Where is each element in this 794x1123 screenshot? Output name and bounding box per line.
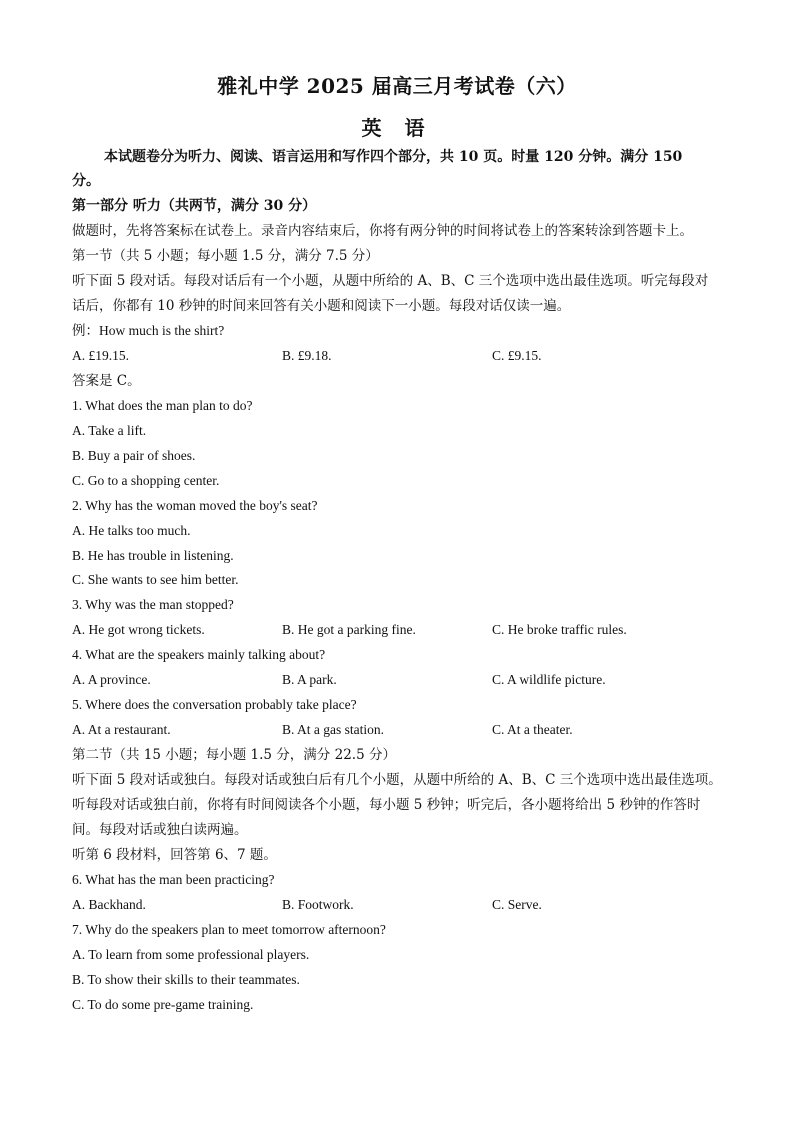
q4-options (72, 671, 772, 689)
section1-instruction-1: 听下面 5 段对话。每段对话后有一个小题，从题中所给的 A、B、C 三个选项中选出最佳选项。听完每段对 (72, 273, 709, 289)
section1-instruction-2: 话后，你都有 10 秒钟的时间来回答有关小题和阅读下一小题。每段对话仅读一遍。 (72, 298, 571, 314)
q1-option-a: A. Take a lift. (72, 423, 147, 438)
example-question: 例：How much is the shirt? (72, 323, 225, 338)
question-4: 4. What are the speakers mainly talking about? (72, 647, 326, 662)
option-c: C. £9.15. (492, 348, 542, 363)
q6-options (72, 896, 772, 914)
question-1: 1. What does the man plan to do? (72, 398, 253, 413)
section2-instruction-2: 听每段对话或独白前，你将有时间阅读各个小题，每小题 5 秒钟；听完后，各小题将给出 5 秒钟的作答时 (72, 797, 701, 813)
q2-option-c: C. She wants to see him better. (72, 572, 239, 587)
option-a: A. £19.15. (72, 348, 129, 363)
question-6: 6. What has the man been practicing? (72, 872, 275, 887)
material-6-heading: 听第 6 段材料，回答第 6、7 题。 (72, 847, 277, 863)
option-a: A. Backhand. (72, 897, 146, 912)
option-c: C. A wildlife picture. (492, 672, 606, 687)
option-a: A. He got wrong tickets. (72, 622, 205, 637)
q7-option-a: A. To learn from some professional players. (72, 947, 310, 962)
option-c: C. He broke traffic rules. (492, 622, 627, 637)
option-b: B. At a gas station. (282, 722, 384, 737)
subject-title: 英 语 (361, 116, 433, 140)
q7-option-b: B. To show their skills to their teammates. (72, 972, 300, 987)
q2-option-b: B. He has trouble in listening. (72, 548, 234, 563)
option-c: C. Serve. (492, 897, 542, 912)
option-b: B. A park. (282, 672, 337, 687)
option-b: B. Footwork. (282, 897, 354, 912)
section1-heading: 第一节（共 5 小题；每小题 1.5 分，满分 7.5 分） (72, 248, 379, 264)
section2-instruction-1: 听下面 5 段对话或独白。每段对话或独白后有几个小题，从题中所给的 A、B、C 三个选项中选出最佳选项。 (72, 772, 722, 788)
section2-heading: 第二节（共 15 小题；每小题 1.5 分，满分 22.5 分） (72, 747, 396, 763)
exam-title: 雅礼中学 2025 届高三月考试卷（六） (217, 74, 577, 98)
q2-option-a: A. He talks too much. (72, 523, 191, 538)
option-b: B. He got a parking fine. (282, 622, 416, 637)
q5-options (72, 721, 772, 739)
section2-instruction-3: 间。每段对话或独白读两遍。 (72, 822, 248, 838)
option-b: B. £9.18. (282, 348, 332, 363)
question-2: 2. Why has the woman moved the boy's seat? (72, 498, 318, 513)
part1-instruction: 做题时，先将答案标在试卷上。录音内容结束后，你将有两分钟的时间将试卷上的答案转涂到答题卡上。 (72, 223, 693, 239)
option-a: A. At a restaurant. (72, 722, 171, 737)
part1-heading: 第一部分 听力（共两节，满分 30 分） (72, 198, 317, 214)
question-7: 7. Why do the speakers plan to meet tomorrow afternoon? (72, 922, 386, 937)
q1-option-c: C. Go to a shopping center. (72, 473, 220, 488)
option-a: A. A province. (72, 672, 151, 687)
q7-option-c: C. To do some pre-game training. (72, 997, 254, 1012)
question-3: 3. Why was the man stopped? (72, 597, 234, 612)
question-5: 5. Where does the conversation probably take place? (72, 697, 357, 712)
intro-line-1: 本试题卷分为听力、阅读、语言运用和写作四个部分，共 10 页。时量 120 分钟。满分 150 (104, 149, 683, 165)
q1-option-b: B. Buy a pair of shoes. (72, 448, 196, 463)
example-options (72, 347, 772, 365)
q3-options (72, 621, 772, 639)
intro-line-2: 分。 (72, 173, 100, 189)
option-c: C. At a theater. (492, 722, 573, 737)
example-answer: 答案是 C。 (72, 373, 141, 389)
